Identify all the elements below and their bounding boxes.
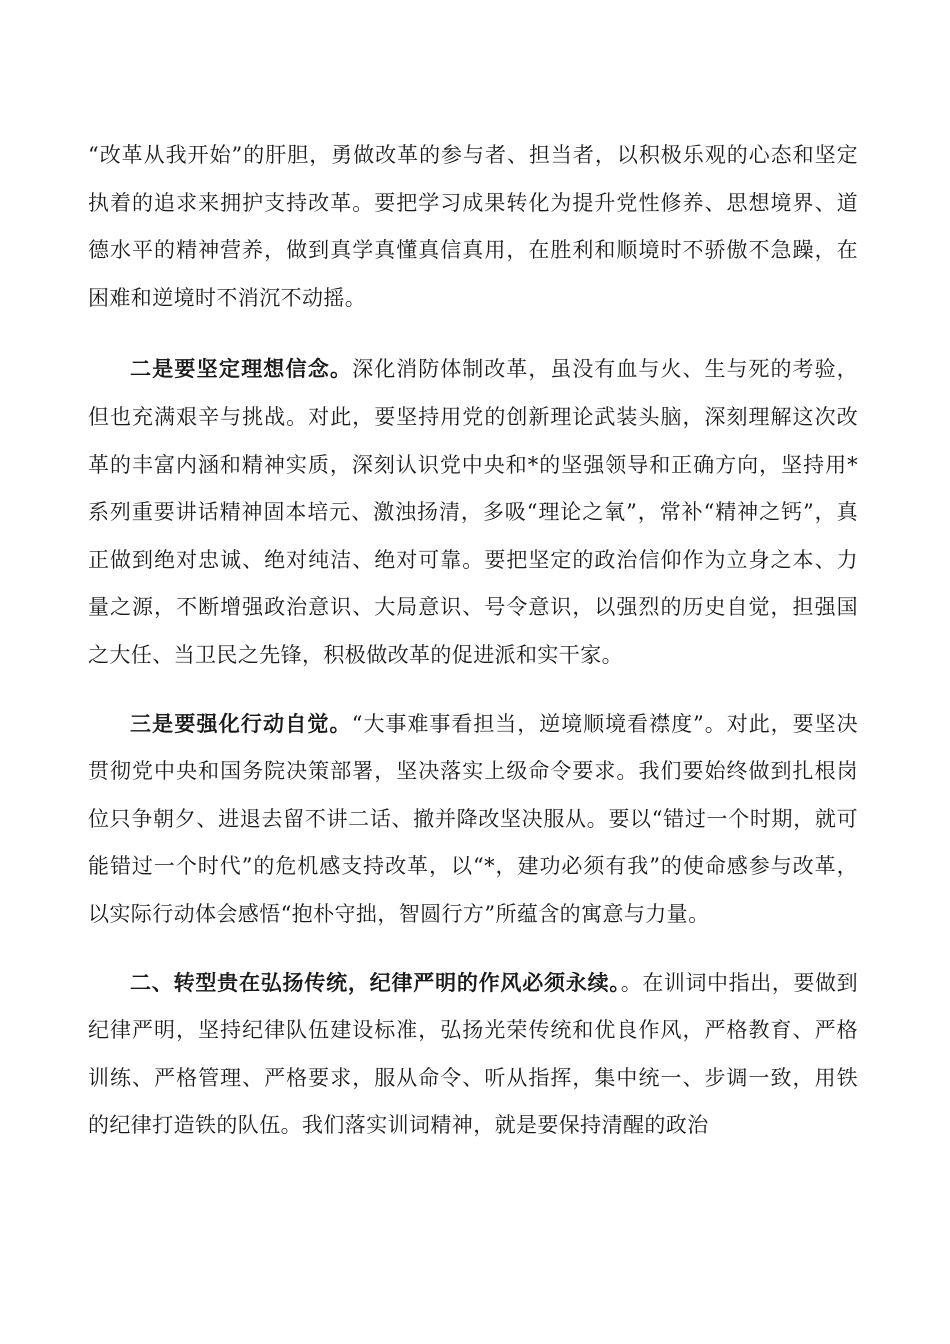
section-heading: 二、转型贵在弘扬传统，纪律严明的作风必须永续。 (130, 970, 621, 995)
paragraph-action (88, 701, 858, 939)
paragraph-lead: 三是要强化行动自觉。 (130, 711, 352, 736)
paragraph-lead: 二是要坚定理想信念。 (130, 357, 353, 382)
paragraph-section-two (88, 960, 858, 1150)
document-body (88, 132, 858, 1171)
paragraph-text: “大事难事看担当，逆境顺境看襟度”。对此，要坚决贯彻党中央和国务院决策部署，坚决落实上级命令要求。我们要始终做到扎根岗位只争朝夕、进退去留不讲二话、撤并降改坚决服从。要以“错过一个时期，就可能错过一个时代”的危机感支持改革，以“*，建功必须有我”的使命感参与改革，以实际行动体会感悟“抱朴守拙，智圆行方”所蕴含的寓意与力量。 (88, 711, 858, 926)
paragraph-text: 深化消防体制改革，虽没有血与火、生与死的考验，但也充满艰辛与挑战。对此，要坚持用党的创新理论武装头脑，深刻理解这次改革的丰富内涵和精神实质，深刻认识党中央和*的坚强领导和正确方向，坚持用*系列重要讲话精神固本培元、激浊扬清，多吸“理论之氧”，常补“精神之钙”，真正做到绝对忠诚、绝对纯洁、绝对可靠。要把坚定的政治信仰作为立身之本、力量之源，不断增强政治意识、大局意识、号令意识，以强烈的历史自觉，担强国之大任、当卫民之先锋，积极做改革的促进派和实干家。 (88, 357, 858, 667)
paragraph-ideals (88, 346, 858, 679)
paragraph-text: 。在训词中指出，要做到纪律严明，坚持纪律队伍建设标准，弘扬光荣传统和优良作风，严格教育、严格训练、严格管理、严格要求，服从命令、听从指挥，集中统一、步调一致，用铁的纪律打造铁的队伍。我们落实训词精神，就是要保持清醒的政治 (88, 970, 858, 1138)
paragraph-continuation (88, 132, 858, 322)
paragraph-text: “改革从我开始”的肝胆，勇做改革的参与者、担当者，以积极乐观的心态和坚定执着的追求来拥护支持改革。要把学习成果转化为提升党性修养、思想境界、道德水平的精神营养，做到真学真懂真信真用，在胜利和顺境时不骄傲不急躁，在困难和逆境时不消沉不动摇。 (88, 143, 858, 310)
